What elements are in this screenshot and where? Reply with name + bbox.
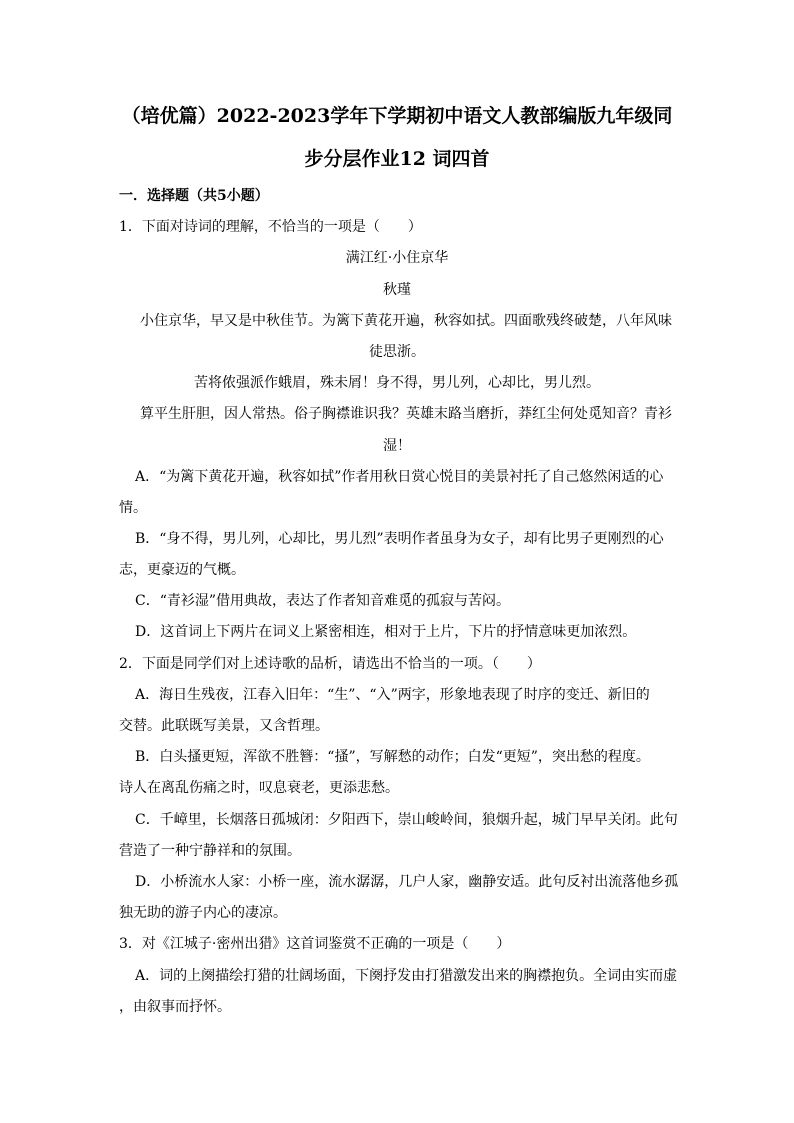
document-title-line-2: 步分层作业12 词四首: [304, 148, 490, 170]
document-title-line-1: （培优篇）2022-2023学年下学期初中语文人教部编版九年级同: [121, 105, 673, 127]
question-2-stem: 2．下面是同学们对上述诗歌的品析，请选出不恰当的一项。（ ）: [119, 656, 541, 672]
poem-line-3b: 湿！: [383, 438, 411, 454]
poem-line-3a: 算平生肝胆，因人常热。俗子胸襟谁识我？英雄末路当磨折，莽红尘何处觅知音？青衫: [140, 406, 672, 422]
section-heading: 一．选择题（共5小题）: [119, 188, 269, 204]
poem-line-1b: 徒思浙。: [369, 344, 425, 360]
question-2-option-a: A．海日生残夜，江春入旧年：“生”、“入”两字，形象地表现了时序的变迁、新旧的: [135, 687, 650, 703]
poem-line-2: 苦将侬强派作蛾眉，殊未屑！身不得，男儿列，心却比，男儿烈。: [194, 375, 600, 391]
question-1-option-d: D．这首词上下两片在词义上紧密相连，相对于上片，下片的抒情意味更加浓烈。: [135, 624, 637, 640]
poem-line-1a: 小住京华，早又是中秋佳节。为篱下黄花开遍，秋容如拭。四面歌残终破楚，八年风味: [140, 313, 672, 329]
question-1-option-a: A．“为篱下黄花开遍，秋容如拭”作者用秋日赏心悦目的美景衬托了自己悠然闲适的心: [135, 469, 664, 485]
question-2-option-d: D．小桥流水人家：小桥一座，流水潺潺，几户人家，幽静安适。此句反衬出流落他乡孤: [135, 874, 679, 890]
question-3-option-a-cont: ，由叙事而抒怀。: [119, 999, 231, 1015]
question-1-option-c: C．“青衫湿”借用典故，表达了作者知音难觅的孤寂与苦闷。: [135, 593, 511, 609]
question-1-option-b: B．“身不得，男儿列，心却比，男儿烈”表明作者虽身为女子，却有比男子更刚烈的心: [135, 531, 664, 547]
question-1-option-a-cont: 情。: [119, 500, 147, 516]
question-3-option-a: A．词的上阕描绘打猎的壮阔场面，下阕抒发由打猎激发出来的胸襟抱负。全词由实而虚: [135, 968, 678, 984]
question-2-option-a-cont: 交替。此联既写美景，又含哲理。: [119, 718, 329, 734]
question-2-option-c: C．千嶂里，长烟落日孤城闭：夕阳西下，崇山峻岭间，狼烟升起，城门早早关闭。此句: [135, 812, 678, 828]
question-3-stem: 3．对《江城子·密州出猎》这首词鉴赏不正确的一项是（ ）: [119, 936, 511, 952]
poem-author: 秋瑾: [383, 282, 411, 298]
question-2-option-d-cont: 独无助的游子内心的凄凉。: [119, 905, 287, 921]
question-2-option-b: B．白头搔更短，浑欲不胜簪：“搔”，写解愁的动作；白发“更短”，突出愁的程度。: [135, 749, 650, 765]
question-2-option-c-cont: 营造了一种宁静祥和的氛围。: [119, 843, 301, 859]
question-2-option-b-cont: 诗人在离乱伤痛之时，叹息衰老，更添悲愁。: [119, 780, 399, 796]
question-1-stem: 1．下面对诗词的理解，不恰当的一项是（ ）: [119, 219, 422, 235]
poem-title: 满江红·小住京华: [345, 250, 449, 266]
question-1-option-b-cont: 志，更豪迈的气概。: [119, 562, 245, 578]
